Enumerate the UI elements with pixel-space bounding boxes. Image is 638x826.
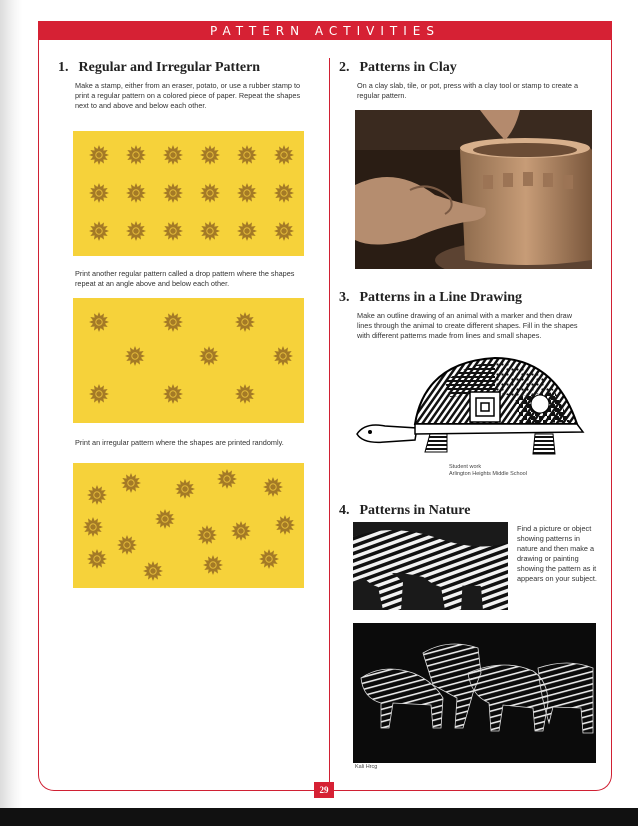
sun-stamp-icon (175, 479, 195, 499)
turtle-line-drawing (355, 352, 587, 470)
section-3-heading (339, 290, 522, 306)
sun-stamp-icon (126, 221, 146, 241)
regular-pattern-print (73, 131, 304, 256)
sun-stamp-icon (263, 477, 283, 497)
section-1-heading (58, 60, 260, 76)
page-number: 29 (314, 782, 334, 798)
turtle-credit-line-1: Student work (449, 464, 482, 470)
sun-stamp-icon (237, 183, 257, 203)
sun-stamp-icon (200, 221, 220, 241)
sun-stamp-icon (126, 183, 146, 203)
sun-stamp-icon (89, 183, 109, 203)
turtle-credit (449, 464, 527, 478)
section-3-title: Patterns in a Line Drawing (359, 290, 523, 305)
section-4-text: Find a picture or object showing patterns in nature and then make a drawing or painting showing the pattern as it appears on your subject. (517, 524, 597, 583)
sun-stamp-icon (121, 473, 141, 493)
section-2-title: Patterns in Clay (359, 60, 457, 75)
sun-stamp-icon (117, 535, 137, 555)
section-1-text-2: Print another regular pattern called a drop pattern where the shapes repeat at an angle above and below each other. (75, 269, 295, 288)
sun-stamp-icon (200, 145, 220, 165)
sun-stamp-icon (217, 469, 237, 489)
sun-stamp-icon (163, 145, 183, 165)
sun-stamp-icon (163, 384, 183, 404)
sun-stamp-icon (200, 183, 220, 203)
sun-stamp-icon (274, 221, 294, 241)
sun-stamp-icon (155, 509, 175, 529)
section-1-number: 1. (58, 60, 69, 75)
sun-stamp-icon (89, 384, 109, 404)
section-4-title: Patterns in Nature (359, 503, 471, 518)
sun-stamp-icon (89, 145, 109, 165)
sun-stamp-icon (143, 561, 163, 581)
zebra-drawing-credit: Kali Hrcg (355, 764, 378, 770)
section-2-text: On a clay slab, tile, or pot, press with a clay tool or stamp to create a regular pattern. (357, 81, 579, 100)
sun-stamp-icon (163, 183, 183, 203)
sun-stamp-icon (237, 145, 257, 165)
sun-stamp-icon (231, 521, 251, 541)
sun-stamp-icon (203, 555, 223, 575)
section-4-heading (339, 503, 470, 519)
sun-stamp-icon (89, 312, 109, 332)
sun-stamp-icon (237, 221, 257, 241)
irregular-pattern-print (73, 463, 304, 588)
section-2-number: 2. (339, 60, 350, 75)
zebra-drawing (353, 623, 596, 763)
zebra-photo (353, 522, 508, 610)
section-4-number: 4. (339, 503, 350, 518)
sun-stamp-icon (87, 485, 107, 505)
section-1-text-1: Make a stamp, either from an eraser, potato, or use a rubber stamp to print a regular pattern on a colored piece of paper. Repeat the shapes next to and above and below each other. (75, 81, 301, 110)
section-3-text: Make an outline drawing of an animal with a marker and then draw lines through the animal to create different shapes. Fill in the shapes with different patterns made from lines and small shapes. (357, 311, 578, 340)
turtle-credit-line-2: Arlington Heights Middle School (449, 471, 527, 477)
sun-stamp-icon (125, 346, 145, 366)
clay-pot-photo (355, 110, 592, 269)
sun-stamp-icon (163, 312, 183, 332)
page-banner: PATTERN ACTIVITIES (38, 21, 612, 40)
section-3-number: 3. (339, 290, 350, 305)
sun-stamp-icon (87, 549, 107, 569)
section-1-text-3: Print an irregular pattern where the shapes are printed randomly. (75, 438, 284, 447)
sun-stamp-icon (163, 221, 183, 241)
sun-stamp-icon (273, 346, 293, 366)
sun-stamp-icon (274, 145, 294, 165)
page-edge (0, 0, 22, 826)
sun-stamp-icon (199, 346, 219, 366)
sun-stamp-icon (274, 183, 294, 203)
sun-stamp-icon (235, 312, 255, 332)
section-1-title: Regular and Irregular Pattern (78, 60, 261, 75)
sun-stamp-icon (275, 515, 295, 535)
sun-stamp-icon (126, 145, 146, 165)
section-2-heading (339, 60, 457, 76)
scan-bottom-edge (0, 808, 638, 826)
sun-stamp-icon (235, 384, 255, 404)
sun-stamp-icon (83, 517, 103, 537)
drop-pattern-print (73, 298, 304, 423)
sun-stamp-icon (89, 221, 109, 241)
sun-stamp-icon (197, 525, 217, 545)
sun-stamp-icon (259, 549, 279, 569)
column-divider (329, 58, 330, 783)
